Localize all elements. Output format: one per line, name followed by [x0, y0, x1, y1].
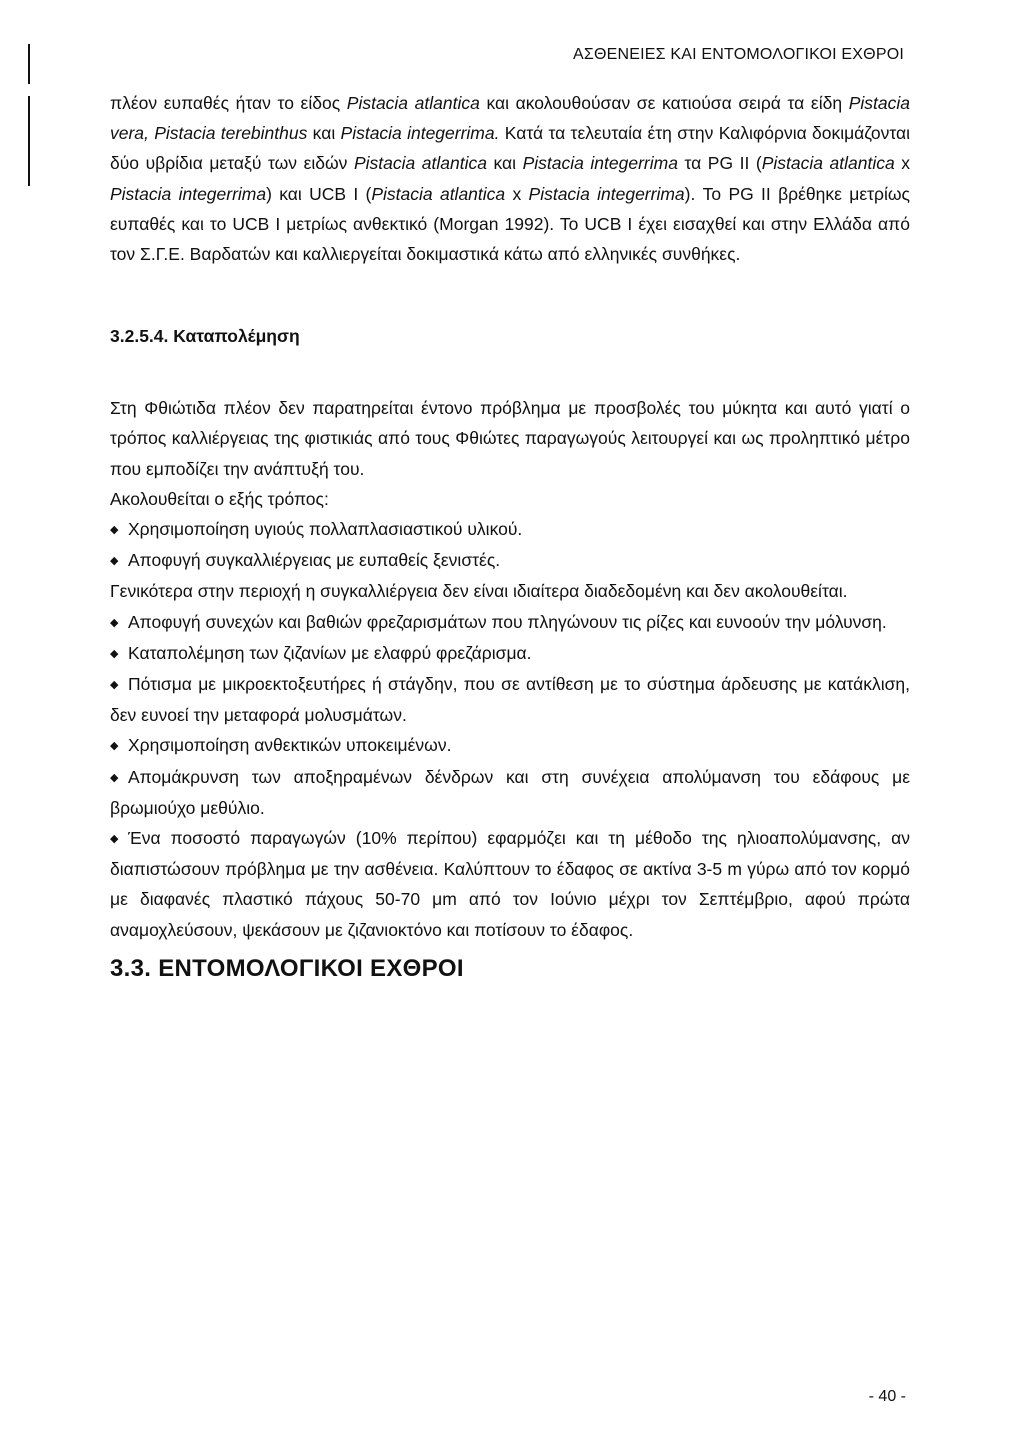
species-name: Pistacia integerrima — [522, 153, 678, 174]
bullet-diamond-icon: ◆ — [110, 616, 119, 629]
bullet-item — [110, 730, 910, 761]
text-run: x — [505, 183, 529, 204]
section-note: Γενικότερα στην περιοχή η συγκαλλιέργεια δεν είναι ιδιαίτερα διαδεδομένη και δεν ακολουθείται. — [110, 581, 848, 602]
bullet-text: Αποφυγή συγκαλλιέργειας με ευπαθείς ξενιστές. — [128, 550, 501, 571]
bullet-item — [110, 762, 910, 823]
bullet-item — [110, 545, 910, 576]
page-number: - 40 - — [868, 1388, 906, 1405]
bullet-diamond-icon: ◆ — [110, 771, 119, 784]
bullet-diamond-icon: ◆ — [110, 833, 119, 846]
species-name: Pistacia atlantica — [761, 153, 895, 174]
bullet-diamond-icon: ◆ — [110, 679, 119, 692]
species-name: Pistacia vera, Pistacia terebinthus — [110, 93, 910, 144]
species-name: Pistacia atlantica — [371, 183, 506, 204]
text-run: ). Το PG II βρέθηκε μετρίως ευπαθές και το UCB I μετρίως ανθεκτικό (Morgan 1992). Το UCB I έχει εισαχθεί και στην Ελλάδα από τον Σ.Γ.Ε. Βαρδατών και καλλιεργείται δοκιμαστικά κάτω από ελληνικές συνθήκες. — [110, 183, 910, 265]
species-name: Pistacia integerrima — [528, 183, 685, 204]
section-paragraph: Στη Φθιώτιδα πλέον δεν παρατηρείται έντονο πρόβλημα με προσβολές του μύκητα και αυτό γιατί ο τρόπος καλλιέργειας της φιστικιάς από τους Φθιώτες παραγωγούς λειτουργεί και ως προληπτικό μέτρο που εμποδίζει την ανάπτυξή του. — [110, 398, 910, 479]
bullet-text: Χρησιμοποίηση υγιούς πολλαπλασιαστικού υλικού. — [128, 519, 523, 540]
page-body — [110, 88, 910, 983]
bullet-diamond-icon: ◆ — [110, 555, 119, 568]
bullet-text: Πότισμα με μικροεκτοξευτήρες ή στάγδην, που σε αντίθεση με το σύστημα άρδευσης με κατάκλιση, δεν ευνοεί την μεταφορά μολυσμάτων. — [110, 674, 910, 726]
bullet-item — [110, 607, 910, 638]
text-run: και ακολουθούσαν σε κατιούσα σειρά τα είδη — [479, 93, 849, 113]
text-run: τα PG II ( — [677, 153, 762, 174]
text-run: και — [486, 153, 523, 174]
bullet-text: Απομάκρυνση των αποξηραμένων δένδρων και στη συνέχεια απολύμανση του εδάφους με βρωμιούχο μεθύλιο. — [110, 766, 910, 818]
bullet-list — [110, 514, 910, 576]
section-heading — [110, 321, 910, 351]
section-lead: Ακολουθείται ο εξής τρόπος: — [110, 488, 329, 509]
text-run: ) και UCB I ( — [266, 183, 372, 204]
bullet-text: Καταπολέμηση των ζιζανίων με ελαφρύ φρεζάρισμα. — [128, 642, 532, 663]
section-title: Καταπολέμηση — [173, 326, 300, 347]
bullet-item — [110, 823, 910, 945]
chapter-heading: 3.3. ΕΝΤΟΜΟΛΟΓΙΚΟΙ ΕΧΘΡΟΙ — [110, 954, 464, 982]
species-name: Pistacia integerrima. — [340, 123, 500, 144]
bullet-diamond-icon: ◆ — [110, 647, 119, 660]
bullet-diamond-icon: ◆ — [110, 740, 119, 753]
scan-margin-line — [28, 44, 30, 84]
running-header: ΑΣΘΕΝΕΙΕΣ ΚΑΙ ΕΝΤΟΜΟΛΟΓΙΚΟΙ ΕΧΘΡΟΙ — [573, 46, 904, 63]
scan-margin-line — [28, 96, 30, 186]
intro-paragraph — [110, 88, 910, 269]
bullet-text: Ένα ποσοστό παραγωγών (10% περίπου) εφαρμόζει και τη μέθοδο της ηλιοαπολύμανσης, αν διαπιστώσουν πρόβλημα με την ασθένεια. Καλύπτουν το έδαφος σε ακτίνα 3-5 m γύρω από τον κορμό με διαφανές πλαστικό πάχους 50-70 μm από τον Ιούνιο μέχρι τον Σεπτέμβριο, αφού πρώτα αναμοχλεύσουν, ψεκάσουν με ζιζανιοκτόνο και ποτίσουν το έδαφος. — [110, 828, 910, 940]
bullet-text: Χρησιμοποίηση ανθεκτικών υποκειμένων. — [128, 735, 452, 756]
bullet-text: Αποφυγή συνεχών και βαθιών φρεζαρισμάτων που πληγώνουν τις ρίζες και ευνοούν την μόλυνση. — [128, 611, 887, 632]
text-run: και — [307, 123, 341, 144]
species-name: Pistacia atlantica — [353, 153, 487, 174]
bullet-item — [110, 669, 910, 730]
bullet-item — [110, 514, 910, 545]
text-run: x — [894, 153, 911, 174]
bullet-list — [110, 607, 910, 945]
text-run: πλέον ευπαθές ήταν το είδος — [110, 93, 347, 113]
species-name: Pistacia integerrima — [110, 183, 267, 204]
text-run: Κατά τα τελευταία έτη στην Καλιφόρνια δοκιμάζονται δύο υβρίδια μεταξύ των ειδών — [110, 123, 911, 174]
section-number: 3.2.5.4. — [110, 326, 169, 347]
species-name: Pistacia atlantica — [346, 93, 480, 113]
bullet-diamond-icon: ◆ — [110, 524, 119, 537]
bullet-item — [110, 638, 910, 669]
